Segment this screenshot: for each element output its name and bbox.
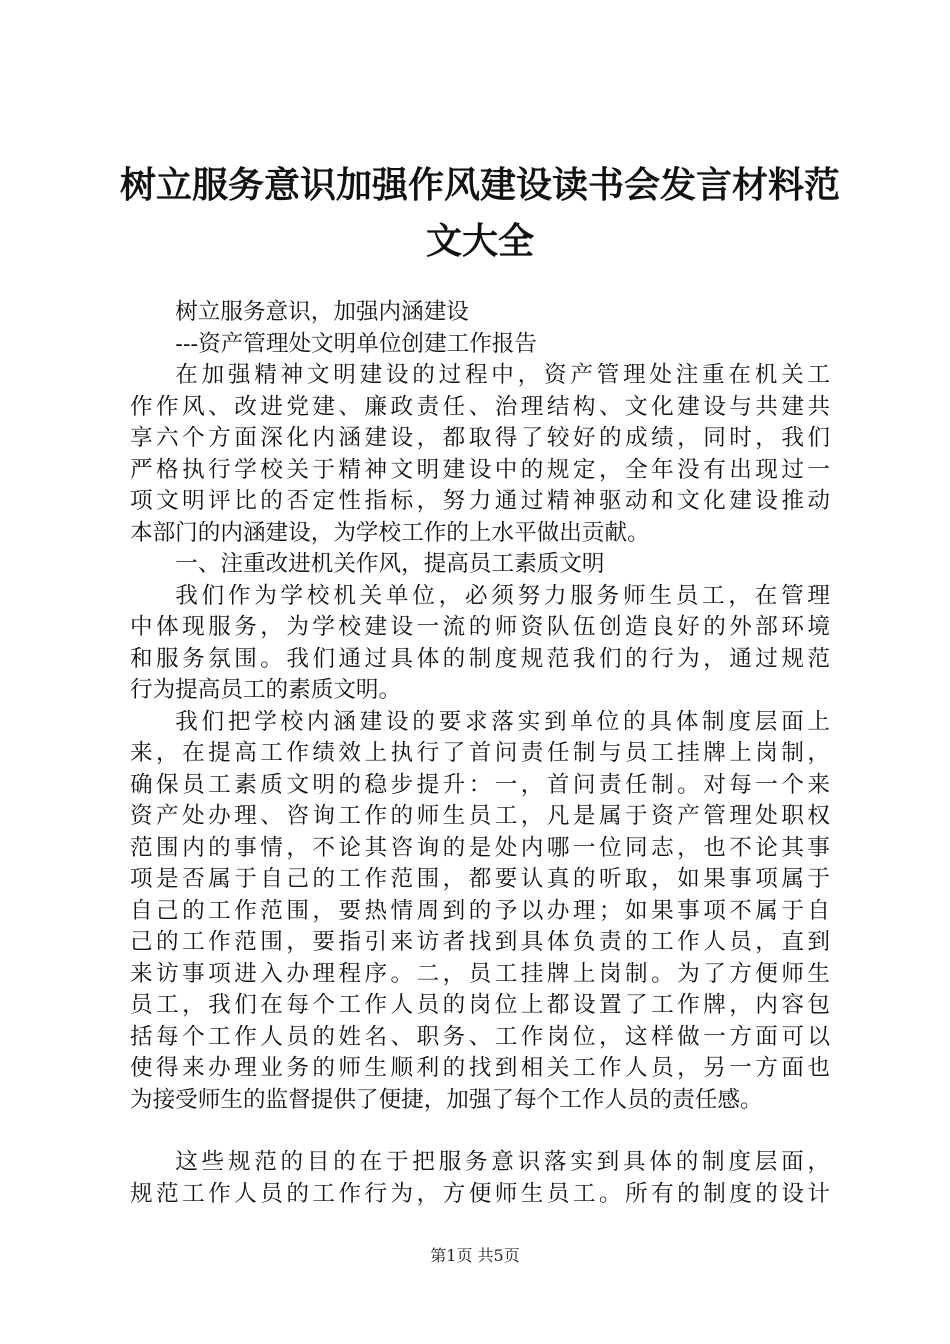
text-line: 这些规范的目的在于把服务意识落实到具体的制度层面， [175,1149,830,1175]
text-line: 本部门的内涵建设，为学校工作的上水平做出贡献。 [130,519,650,546]
text-line: 自己的工作范围，要热情周到的予以办理；如果事项不属于自 [130,897,830,924]
text-line: 我们作为学校机关单位，必须努力服务师生员工，在管理 [175,582,830,609]
text-line: 来，在提高工作绩效上执行了首问责任制与员工挂牌上岗制， [130,740,830,766]
text-line: 和服务氛围。我们通过具体的制度规范我们的行为，通过规范 [130,645,830,672]
text-line: 作作风、改进党建、廉政责任、治理结构、文化建设与共建共 [130,393,830,420]
subheading-line [130,329,830,361]
text-line: 行为提高员工的素质文明。 [130,677,402,703]
text-line: 使得来办理业务的师生顺利的找到相关工作人员，另一方面也 [130,1055,830,1081]
text-line: ---资产管理处文明单位创建工作报告 [175,330,537,357]
text-line: 一、注重改进机关作风，提高员工素质文明 [175,551,605,577]
text-line: 员工，我们在每个工作人员的岗位上都设置了工作牌，内容包 [130,992,830,1018]
text-line: 括每个工作人员的姓名、职务、工作岗位，这样做一方面可以 [130,1023,830,1050]
document-title [120,158,840,270]
title-line: 树立服务意识加强作风建设读书会发言材料范 [120,165,841,206]
text-line: 在加强精神文明建设的过程中，资产管理处注重在机关工 [175,362,830,388]
text-line: 范围内的事情，不论其咨询的是处内哪一位同志，也不论其事 [130,834,830,861]
paragraph [130,581,830,707]
text-line: 规范工作人员的工作行为，方便师生员工。所有的制度的设计 [130,1180,830,1207]
title-line: 文大全 [425,221,534,262]
text-line: 树立服务意识，加强内涵建设 [175,299,469,325]
text-line: 我们把学校内涵建设的要求落实到单位的具体制度层面上 [175,708,830,735]
text-line: 确保员工素质文明的稳步提升：一，首问责任制。对每一个来 [130,771,830,798]
text-line: 享六个方面深化内涵建设，都取得了较好的成绩，同时，我们 [130,425,830,451]
paragraph [130,1147,830,1210]
paragraph [130,360,830,549]
text-line: 项文明评比的否定性指标，努力通过精神驱动和文化建设推动 [130,488,830,514]
section-heading [130,549,830,581]
text-line: 中体现服务，为学校建设一流的师资队伍创造良好的外部环境 [130,614,830,640]
paragraph [130,707,830,1117]
text-line: 严格执行学校关于精神文明建设中的规定，全年没有出现过一 [130,456,830,483]
text-line: 己的工作范围，要指引来访者找到具体负责的工作人员，直到 [130,929,830,955]
heading-line [130,297,830,329]
text-line: 资产处办理、咨询工作的师生员工，凡是属于资产管理处职权 [130,803,830,829]
document-body [130,297,830,1210]
text-line: 为接受师生的监督提供了便捷，加强了每个工作人员的责任感。 [130,1086,763,1113]
page-number-footer: 第1页 共5页 [430,1246,520,1265]
text-line: 项是否属于自己的工作范围，都要认真的听取，如果事项属于 [130,866,830,892]
text-line: 来访事项进入办理程序。二，员工挂牌上岗制。为了方便师生 [130,960,830,987]
